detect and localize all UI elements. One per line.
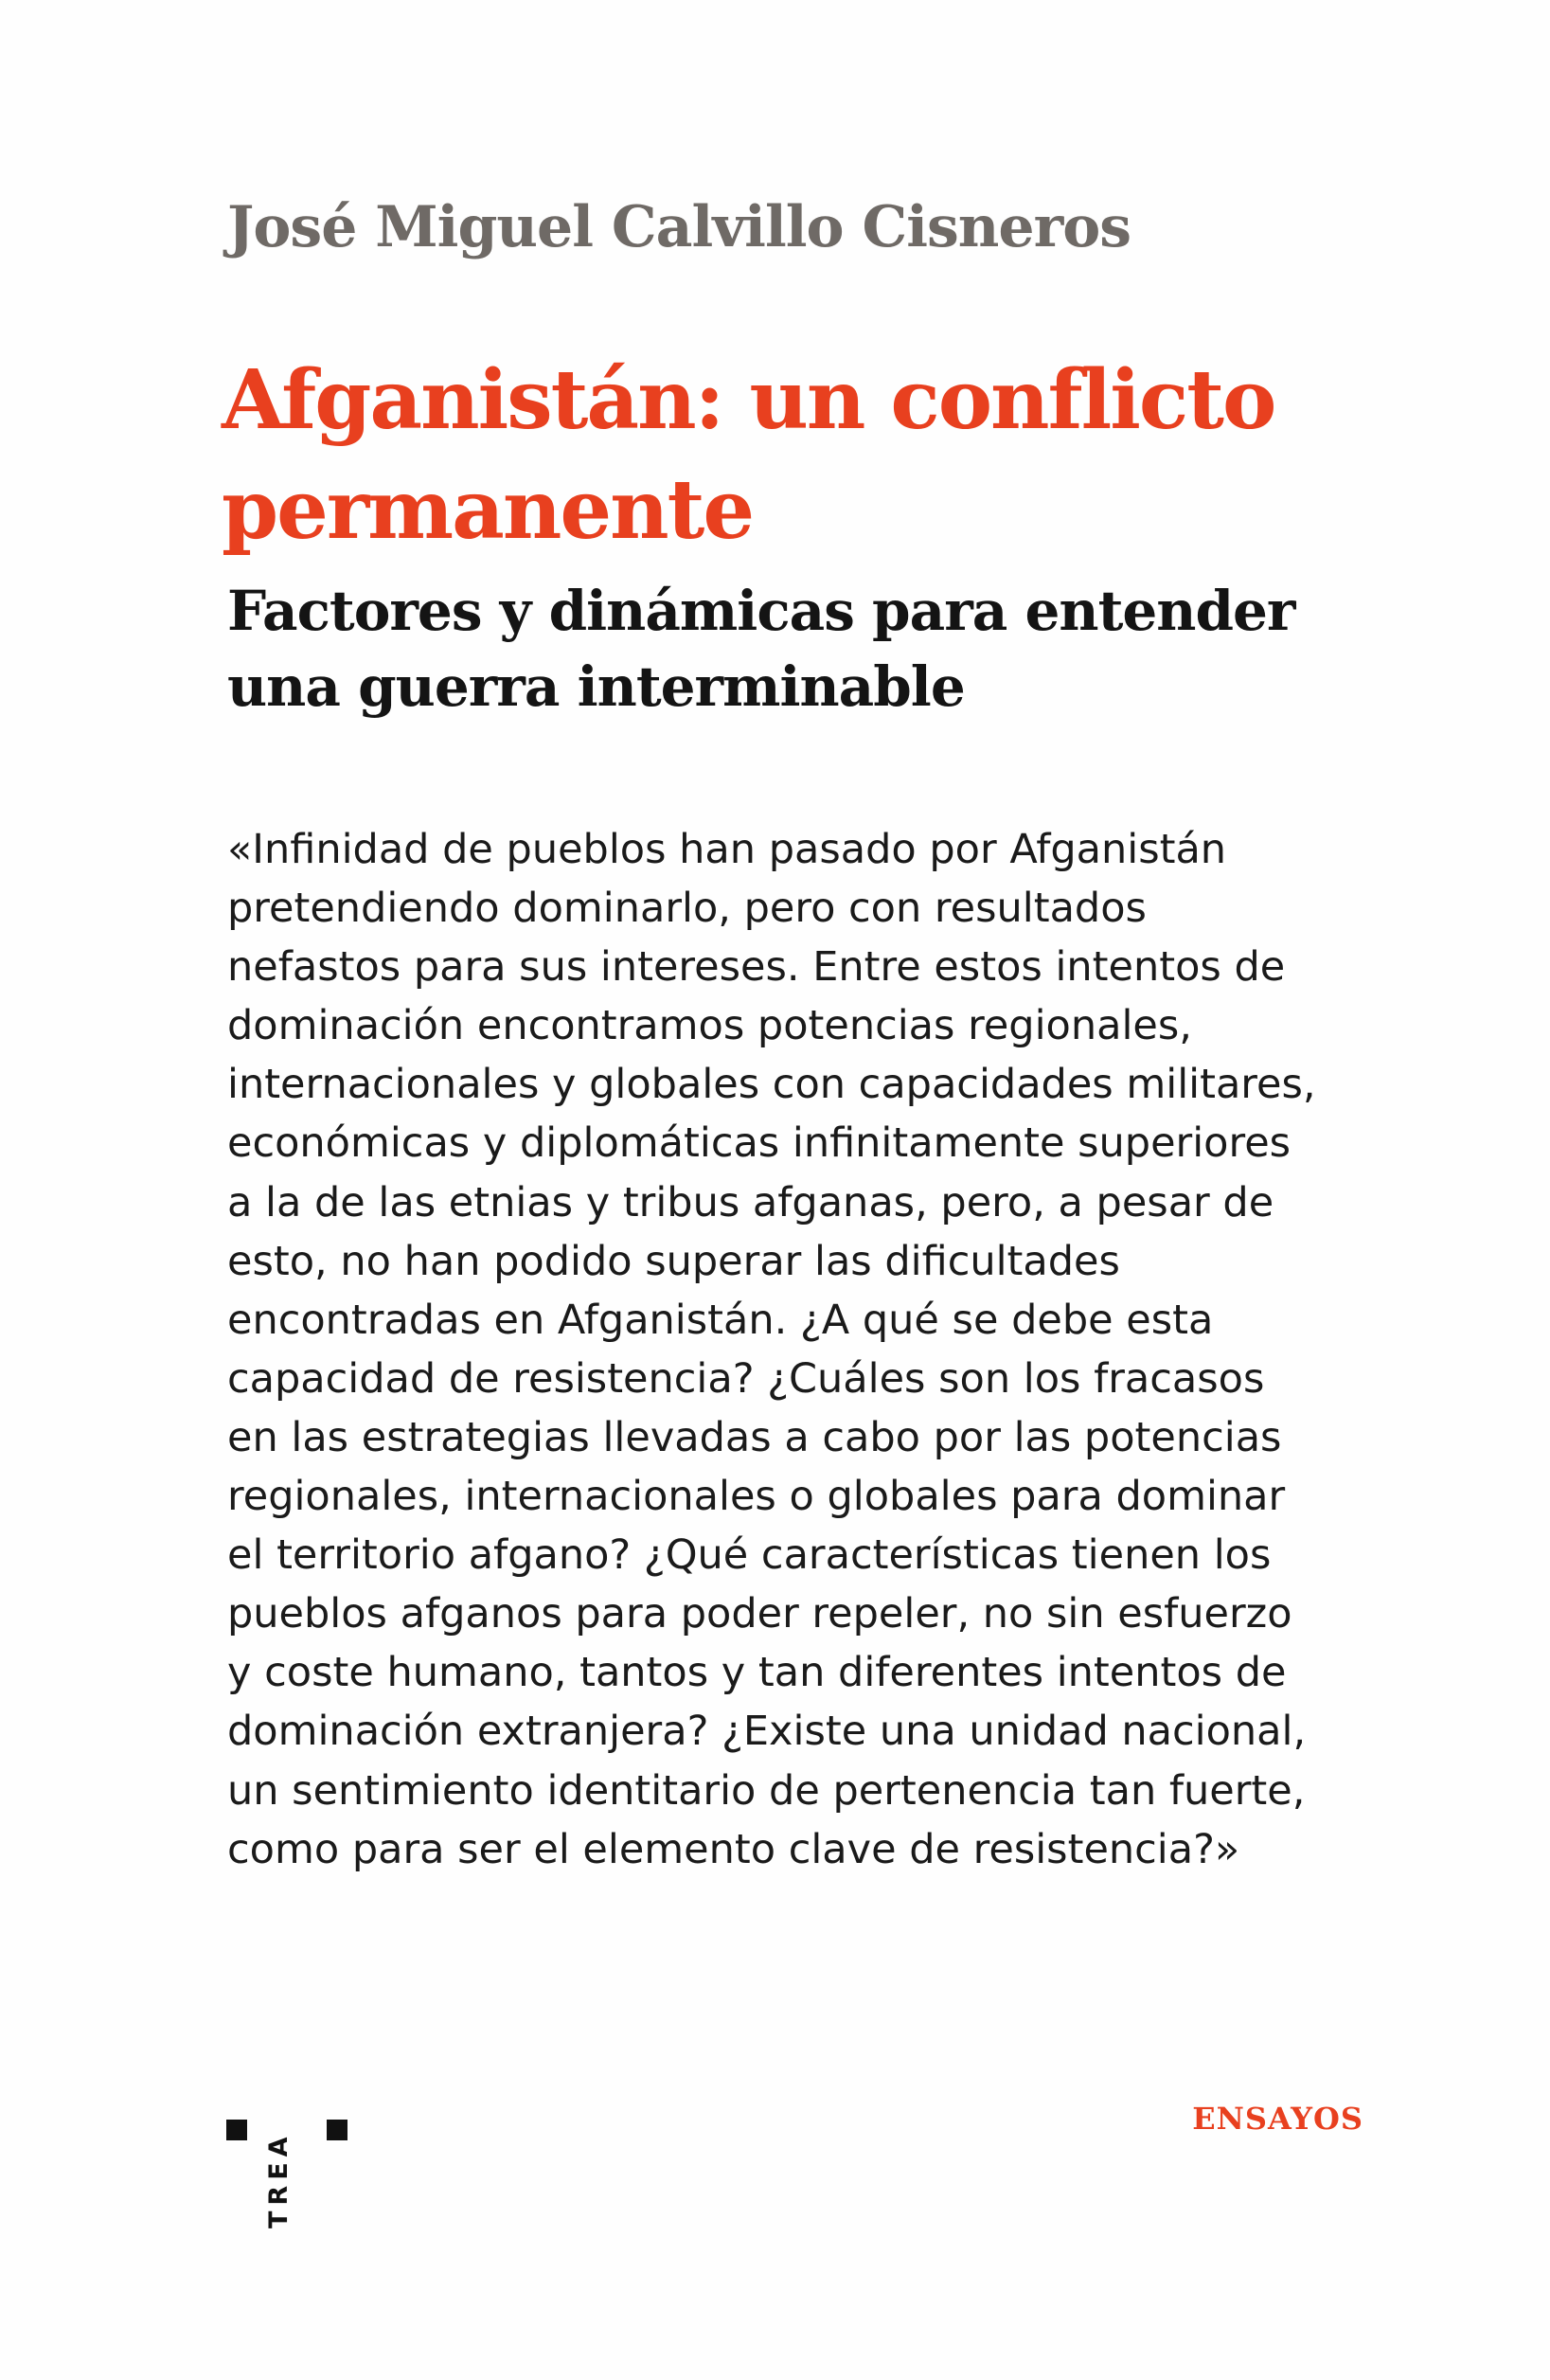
publisher-logo <box>223 2103 346 2235</box>
blurb-line: como para ser el elemento clave de resistencia?» <box>227 1825 1240 1873</box>
blurb-line: encontradas en Afganistán. ¿A qué se debe esta <box>227 1296 1214 1344</box>
blurb-line: nefastos para sus intereses. Entre estos intentos de <box>227 943 1286 992</box>
book-subtitle-line-1: Factores y dinámicas para entender <box>227 579 1295 643</box>
blurb-line: económicas y diplomáticas infinitamente superiores <box>227 1119 1292 1168</box>
blurb-line: un sentimiento identitario de pertenencia tan fuerte, <box>227 1766 1306 1815</box>
book-title <box>222 346 1405 565</box>
blurb-line: en las estrategias llevadas a cabo por las potencias <box>227 1413 1282 1461</box>
blurb-line: y coste humano, tantos y tan diferentes intentos de <box>227 1649 1287 1697</box>
blurb-line: dominación encontramos potencias regionales, <box>227 1002 1192 1050</box>
blurb-line: capacidad de resistencia? ¿Cuáles son los fracasos <box>227 1354 1265 1403</box>
book-title-line-2: permanente <box>222 462 754 558</box>
series-label: ENSAYOS <box>1192 2101 1363 2137</box>
publisher-logo-text: TREA <box>264 2131 294 2228</box>
blurb-line: regionales, internacionales o globales para dominar <box>227 1473 1286 1521</box>
blurb-line: dominación extranjera? ¿Existe una unidad nacional, <box>227 1708 1307 1756</box>
blurb-line: pretendiendo dominarlo, pero con resultados <box>227 885 1147 933</box>
book-subtitle <box>227 573 1411 725</box>
book-title-line-1: Afganistán: un conflicto <box>222 352 1275 448</box>
blurb-line: esto, no han podido superar las dificultades <box>227 1237 1120 1285</box>
blurb-line: internacionales y globales con capacidades militares, <box>227 1061 1316 1109</box>
book-subtitle-line-2: una guerra interminable <box>227 654 965 719</box>
blurb-line: a la de las etnias y tribus afganas, pero, a pesar de <box>227 1178 1274 1226</box>
blurb-text <box>227 820 1411 1879</box>
blurb-line: pueblos afganos para poder repeler, no sin esfuerzo <box>227 1590 1292 1638</box>
author-name: José Miguel Calvillo Cisneros <box>227 194 1131 260</box>
logo-square-right-icon <box>327 2120 347 2140</box>
blurb-line: «Infinidad de pueblos han pasado por Afganistán <box>227 826 1227 873</box>
logo-square-left-icon <box>226 2120 247 2140</box>
blurb-line: el territorio afgano? ¿Qué características tienen los <box>227 1531 1272 1580</box>
